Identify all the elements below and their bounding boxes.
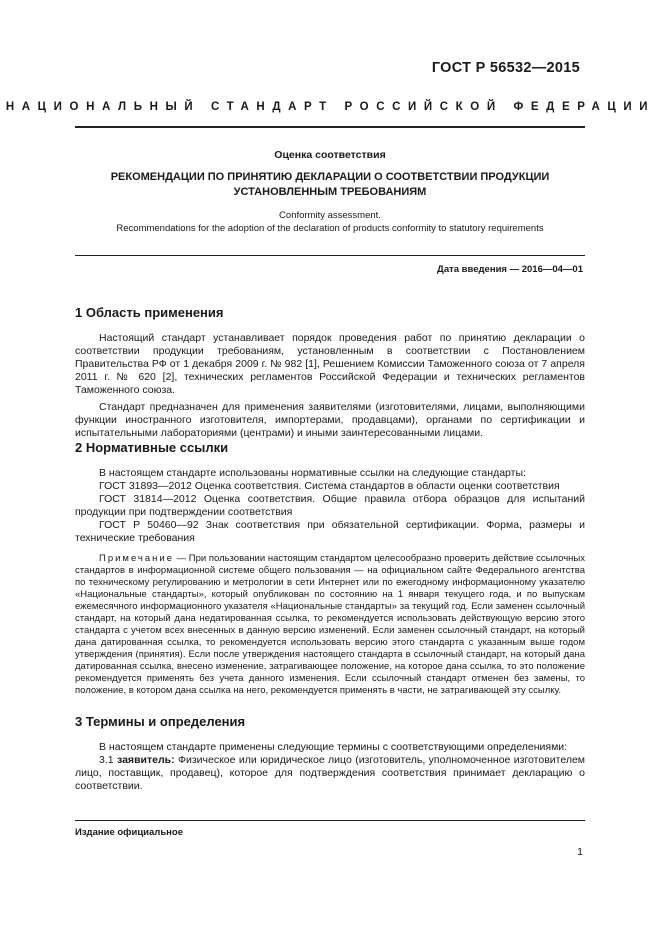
section-heading: 1 Область применения <box>75 305 224 320</box>
footer-rule <box>75 820 585 821</box>
paragraph: Стандарт предназначен для применения заявителями (изготовителями, лицами, выполняющими функции иностранного изготовителя, импортерами, продавцами), органами по сертификации и испытательными лабораториями (центрами) и иными заинтересованными лицами. <box>75 401 585 439</box>
title-rule <box>75 255 585 256</box>
page-number: 1 <box>577 846 583 858</box>
section-terms <box>75 714 585 793</box>
conformity-title-ru: Оценка соответствия <box>274 149 386 161</box>
normative-reference: ГОСТ 31893—2012 Оценка соответствия. Система стандартов в области оценки соответствия <box>99 480 560 492</box>
document-title <box>75 170 585 200</box>
term-def: Физическое или юридическое лицо (изготовитель, уполномоченное изготовителем лицо, поставщик, продавец), которое для подтверждения соответствия принимает декларацию о соответствии. <box>75 754 586 792</box>
edition-label: Издание официальное <box>75 827 183 838</box>
normative-reference: ГОСТ 31814—2012 Оценка соответствия. Общие правила отбора образцов для испытаний продукции при подтверждении соответствия <box>75 493 585 518</box>
national-standard-banner: НАЦИОНАЛЬНЫЙ СТАНДАРТ РОССИЙСКОЙ ФЕДЕРАЦИИ <box>5 101 656 113</box>
document-title-line1: РЕКОМЕНДАЦИИ ПО ПРИНЯТИЮ ДЕКЛАРАЦИИ О СООТВЕТСТВИИ ПРОДУКЦИИ <box>110 171 550 183</box>
term-name: заявитель: <box>117 754 175 766</box>
note-text: — При пользовании настоящим стандартом целесообразно проверить действие ссылочных стандартов в информационной системе общего пользования — на официальном сайте Федерального агентства по техническому регулированию и метрологии в сети Интернет или по ежегодному информационному указателю «Национальные стандарты», который опубликован по состоянию на 1 января текущего года, и по выпускам ежемесячного информационного указателя «Национальные стандарты» за текущий год. Если заменен ссылочный стандарт, на который дана недатированная ссылка, то рекомендуется использовать действующую версию этого стандарта с учетом всех внесенных в данную версию изменений. Если заменен ссылочный стандарт, на который дана датированная ссылка, то рекомендуется использовать версию этого стандарта с указанным выше годом утверждения (принятия). Если после утверждения настоящего стандарта в ссылочный стандарт, на который дана датированная ссылка, внесено изменение, затрагивающее положение, на которое дана ссылка, то это положение рекомендуется применять без учета данного изменения. Если ссылочный стандарт отменен без замены, то положение, в котором дана ссылка на него, рекомендуется применять в части, не затрагивающей эту ссылку. <box>75 553 585 696</box>
paragraph: В настоящем стандарте использованы нормативные ссылки на следующие стандарты: <box>99 467 526 479</box>
document-title-en <box>75 210 585 235</box>
section-heading: 3 Термины и определения <box>75 714 246 729</box>
gost-code: ГОСТ Р 56532—2015 <box>431 60 580 76</box>
paragraph: В настоящем стандарте применены следующие термины с соответствующими определениями: <box>99 741 568 753</box>
document-title-line2: УСТАНОВЛЕННЫМ ТРЕБОВАНИЯМ <box>233 186 427 198</box>
paragraph: Настоящий стандарт устанавливает порядок проведения работ по принятию декларации о соответствии продукции требованиям, установленным в соответствии с Постановлением Правительства РФ от 1 декабря 2009 г. № 982 [1], Решением Комиссии Таможенного союза от 7 апреля 2011 г. № 620 [2], технических регламентов Российской Федерации и технических регламентов Таможенного союза. <box>75 332 585 396</box>
header-rule <box>75 126 585 128</box>
intro-date: Дата введения — 2016—04—01 <box>437 264 583 275</box>
note-label: Примечание <box>99 553 174 564</box>
term-definition <box>75 754 585 793</box>
normative-reference: ГОСТ Р 50460—92 Знак соответствия при обязательной сертификации. Форма, размеры и технические требования <box>75 519 585 544</box>
title-en-text: Recommendations for the adoption of the declaration of products conformity to statutory requirements <box>116 222 544 234</box>
term-number: 3.1 <box>99 754 118 766</box>
section-scope <box>75 305 585 440</box>
note <box>75 553 585 697</box>
section-normative-refs <box>75 440 585 697</box>
section-heading: 2 Нормативные ссылки <box>75 440 229 455</box>
conformity-title-en: Conformity assessment. <box>279 210 381 221</box>
